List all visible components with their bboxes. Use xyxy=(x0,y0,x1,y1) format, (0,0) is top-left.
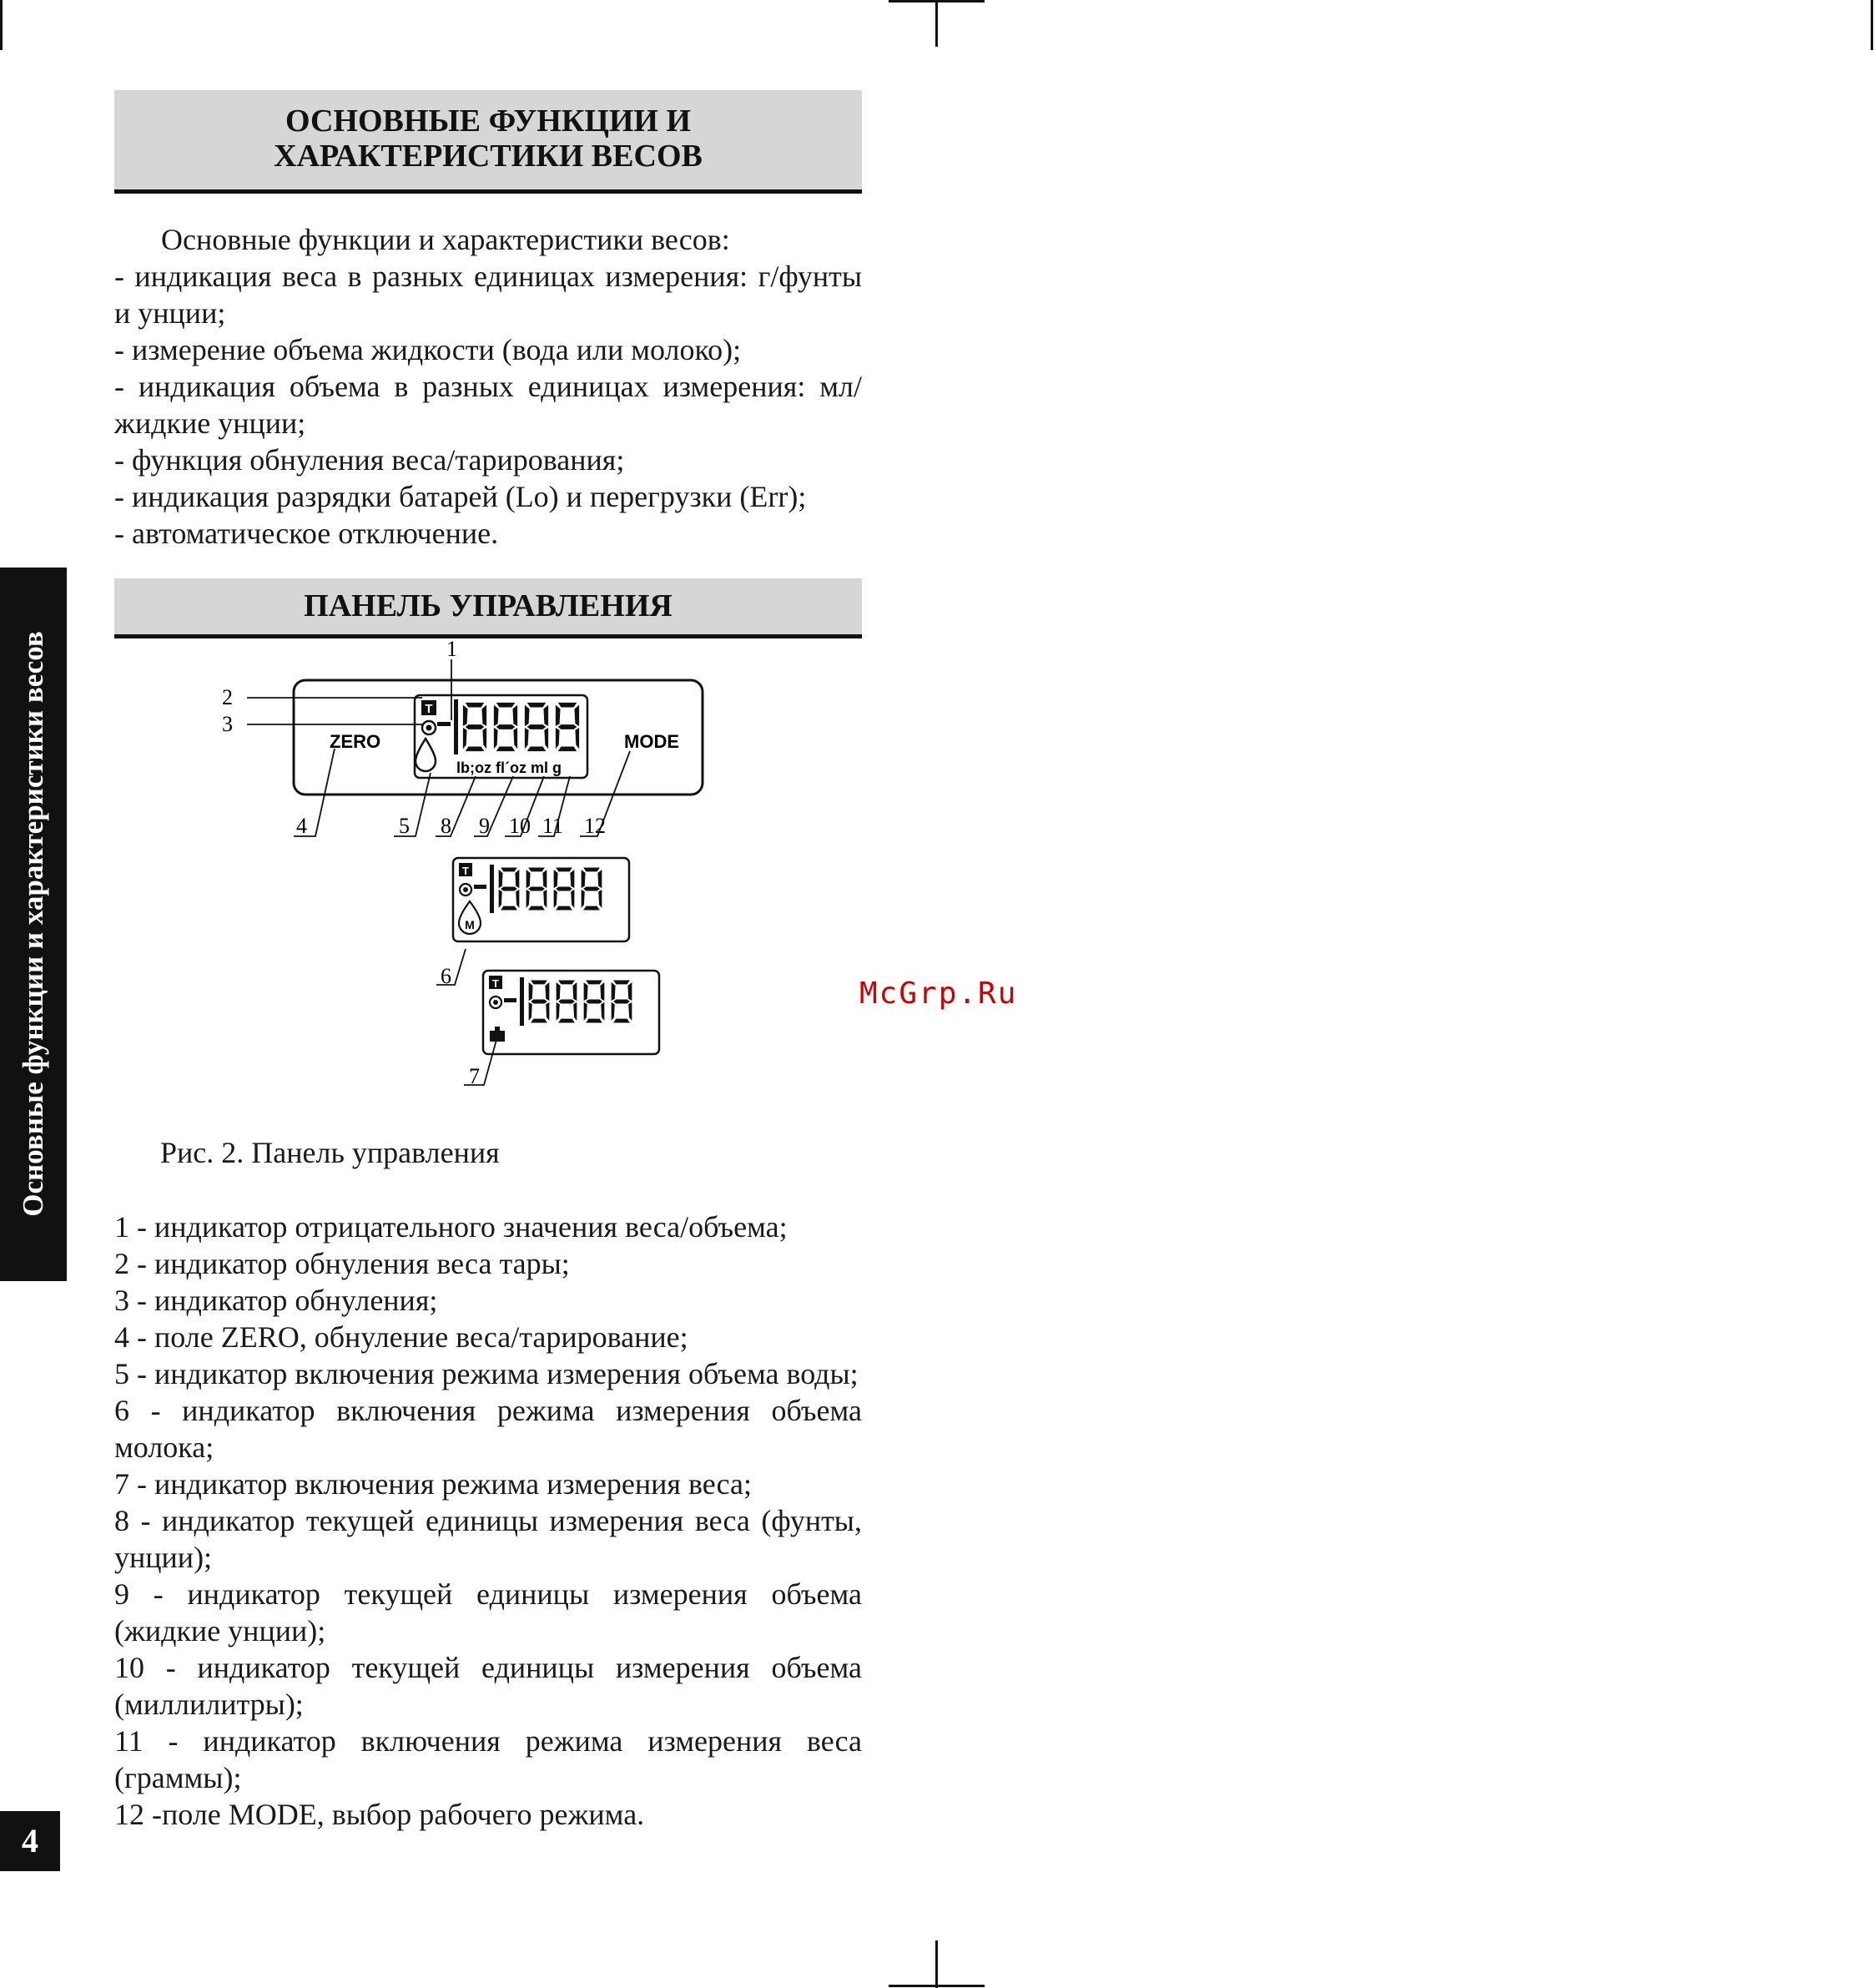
callout-10: 10 xyxy=(509,814,531,838)
callout-4: 4 xyxy=(296,814,307,838)
units-label: lb;oz fl´oz ml g xyxy=(456,759,562,776)
callout-8: 8 xyxy=(441,814,451,838)
tare-icon: T xyxy=(492,977,499,990)
milk-icon-letter: M xyxy=(465,918,475,931)
callout-5: 5 xyxy=(399,814,410,838)
digit-one xyxy=(520,977,524,1026)
digit-one xyxy=(454,699,458,754)
section-title-line2: ХАРАКТЕРИСТИКИ ВЕСОВ xyxy=(274,139,703,174)
legend-item: 7 - индикатор включения режима измерения веса; xyxy=(114,1467,752,1501)
digit xyxy=(612,980,632,1022)
digit xyxy=(525,703,548,751)
legend-item: 8 - индикатор текущей единицы измерения веса (фунты, унции); xyxy=(114,1504,862,1574)
page-number: 4 xyxy=(0,1811,60,1871)
legend-list xyxy=(114,1208,862,1833)
zero-indicator-dot xyxy=(463,887,468,892)
mode-label: MODE xyxy=(624,731,679,752)
callout-9: 9 xyxy=(479,814,490,838)
functions-intro: Основные функции и характеристики весов: xyxy=(161,223,730,256)
legend-item: 3 - индикатор обнуления; xyxy=(114,1284,438,1317)
callout-1: 1 xyxy=(446,637,457,661)
sidebar-text: Основные функции и характеристики весов xyxy=(17,631,49,1217)
legend-item: 9 - индикатор текущей единицы измерения объема (жидкие унции); xyxy=(114,1577,862,1647)
zero-indicator-icon xyxy=(422,721,436,734)
digit xyxy=(557,980,577,1022)
callout-2: 2 xyxy=(222,685,233,709)
legend-item: 12 -поле MODE, выбор рабочего режима. xyxy=(114,1798,645,1831)
digit xyxy=(556,703,579,751)
callout-3: 3 xyxy=(222,712,233,736)
legend-item: 6 - индикатор включения режима измерения объема молока; xyxy=(114,1394,862,1464)
figure-caption: Рис. 2. Панель управления xyxy=(160,1136,500,1169)
callout-11: 11 xyxy=(542,814,564,838)
callout-7: 7 xyxy=(469,1064,480,1088)
zero-indicator-dot xyxy=(493,1000,498,1005)
digit xyxy=(582,867,602,910)
section-title-line1: ОСНОВНЫЕ ФУНКЦИИ И xyxy=(285,103,692,139)
function-item: - автоматическое отключение. xyxy=(114,517,499,550)
digit-one xyxy=(490,865,494,913)
tare-icon: T xyxy=(425,702,433,716)
functions-list xyxy=(114,221,862,552)
watermark: McGrp.Ru xyxy=(859,976,1018,1011)
water-drop-icon xyxy=(416,739,436,771)
legend-item: 2 - индикатор обнуления веса тары; xyxy=(114,1247,570,1280)
callout-12: 12 xyxy=(584,814,606,838)
minus-indicator xyxy=(474,885,486,889)
function-item: - измерение объема жидкости (вода или молоко); xyxy=(114,333,742,366)
section-header-functions xyxy=(114,90,862,194)
digit xyxy=(499,867,520,910)
crop-mark-top-line xyxy=(889,0,985,3)
legend-item: 1 - индикатор отрицательного значения веса/объема; xyxy=(114,1210,788,1244)
section-header-control-panel xyxy=(114,578,862,638)
digit xyxy=(463,703,486,751)
crop-mark-top xyxy=(935,0,938,47)
legend-item: 4 - поле ZERO, обнуление веса/тарирование; xyxy=(114,1320,688,1354)
function-item: - индикация веса в разных единицах измерения: г/фунты и унции; xyxy=(114,260,862,330)
tare-indicator xyxy=(421,700,436,716)
digit xyxy=(554,867,575,910)
legend-item: 10 - индикатор текущей единицы измерения объема (миллилитры); xyxy=(114,1651,862,1721)
weight-icon xyxy=(490,1027,505,1042)
function-item: - индикация разрядки батарей (Lo) и перегрузки (Err); xyxy=(114,480,807,513)
function-item: - индикация объема в разных единицах измерения: мл/жидкие унции; xyxy=(114,370,862,440)
crop-mark-bottom-line xyxy=(889,1985,985,1987)
digit xyxy=(584,980,605,1022)
minus-indicator xyxy=(437,722,451,726)
digit xyxy=(494,703,517,751)
crop-mark-left xyxy=(0,0,3,50)
zero-label: ZERO xyxy=(330,731,381,752)
function-item: - функция обнуления веса/тарирования; xyxy=(114,443,625,477)
minus-indicator xyxy=(504,998,516,1002)
digit xyxy=(526,867,547,910)
callout-6: 6 xyxy=(441,964,451,988)
crop-mark-bottom xyxy=(935,1940,938,1988)
digit xyxy=(529,980,550,1022)
section-title: ПАНЕЛЬ УПРАВЛЕНИЯ xyxy=(304,588,673,623)
legend-item: 5 - индикатор включения режима измерения объема воды; xyxy=(114,1357,859,1390)
tare-icon: T xyxy=(462,865,469,877)
crop-mark-right xyxy=(1871,0,1873,50)
control-panel-diagram xyxy=(200,634,784,1102)
legend-item: 11 - индикатор включения режима измерения веса (граммы); xyxy=(114,1724,862,1794)
